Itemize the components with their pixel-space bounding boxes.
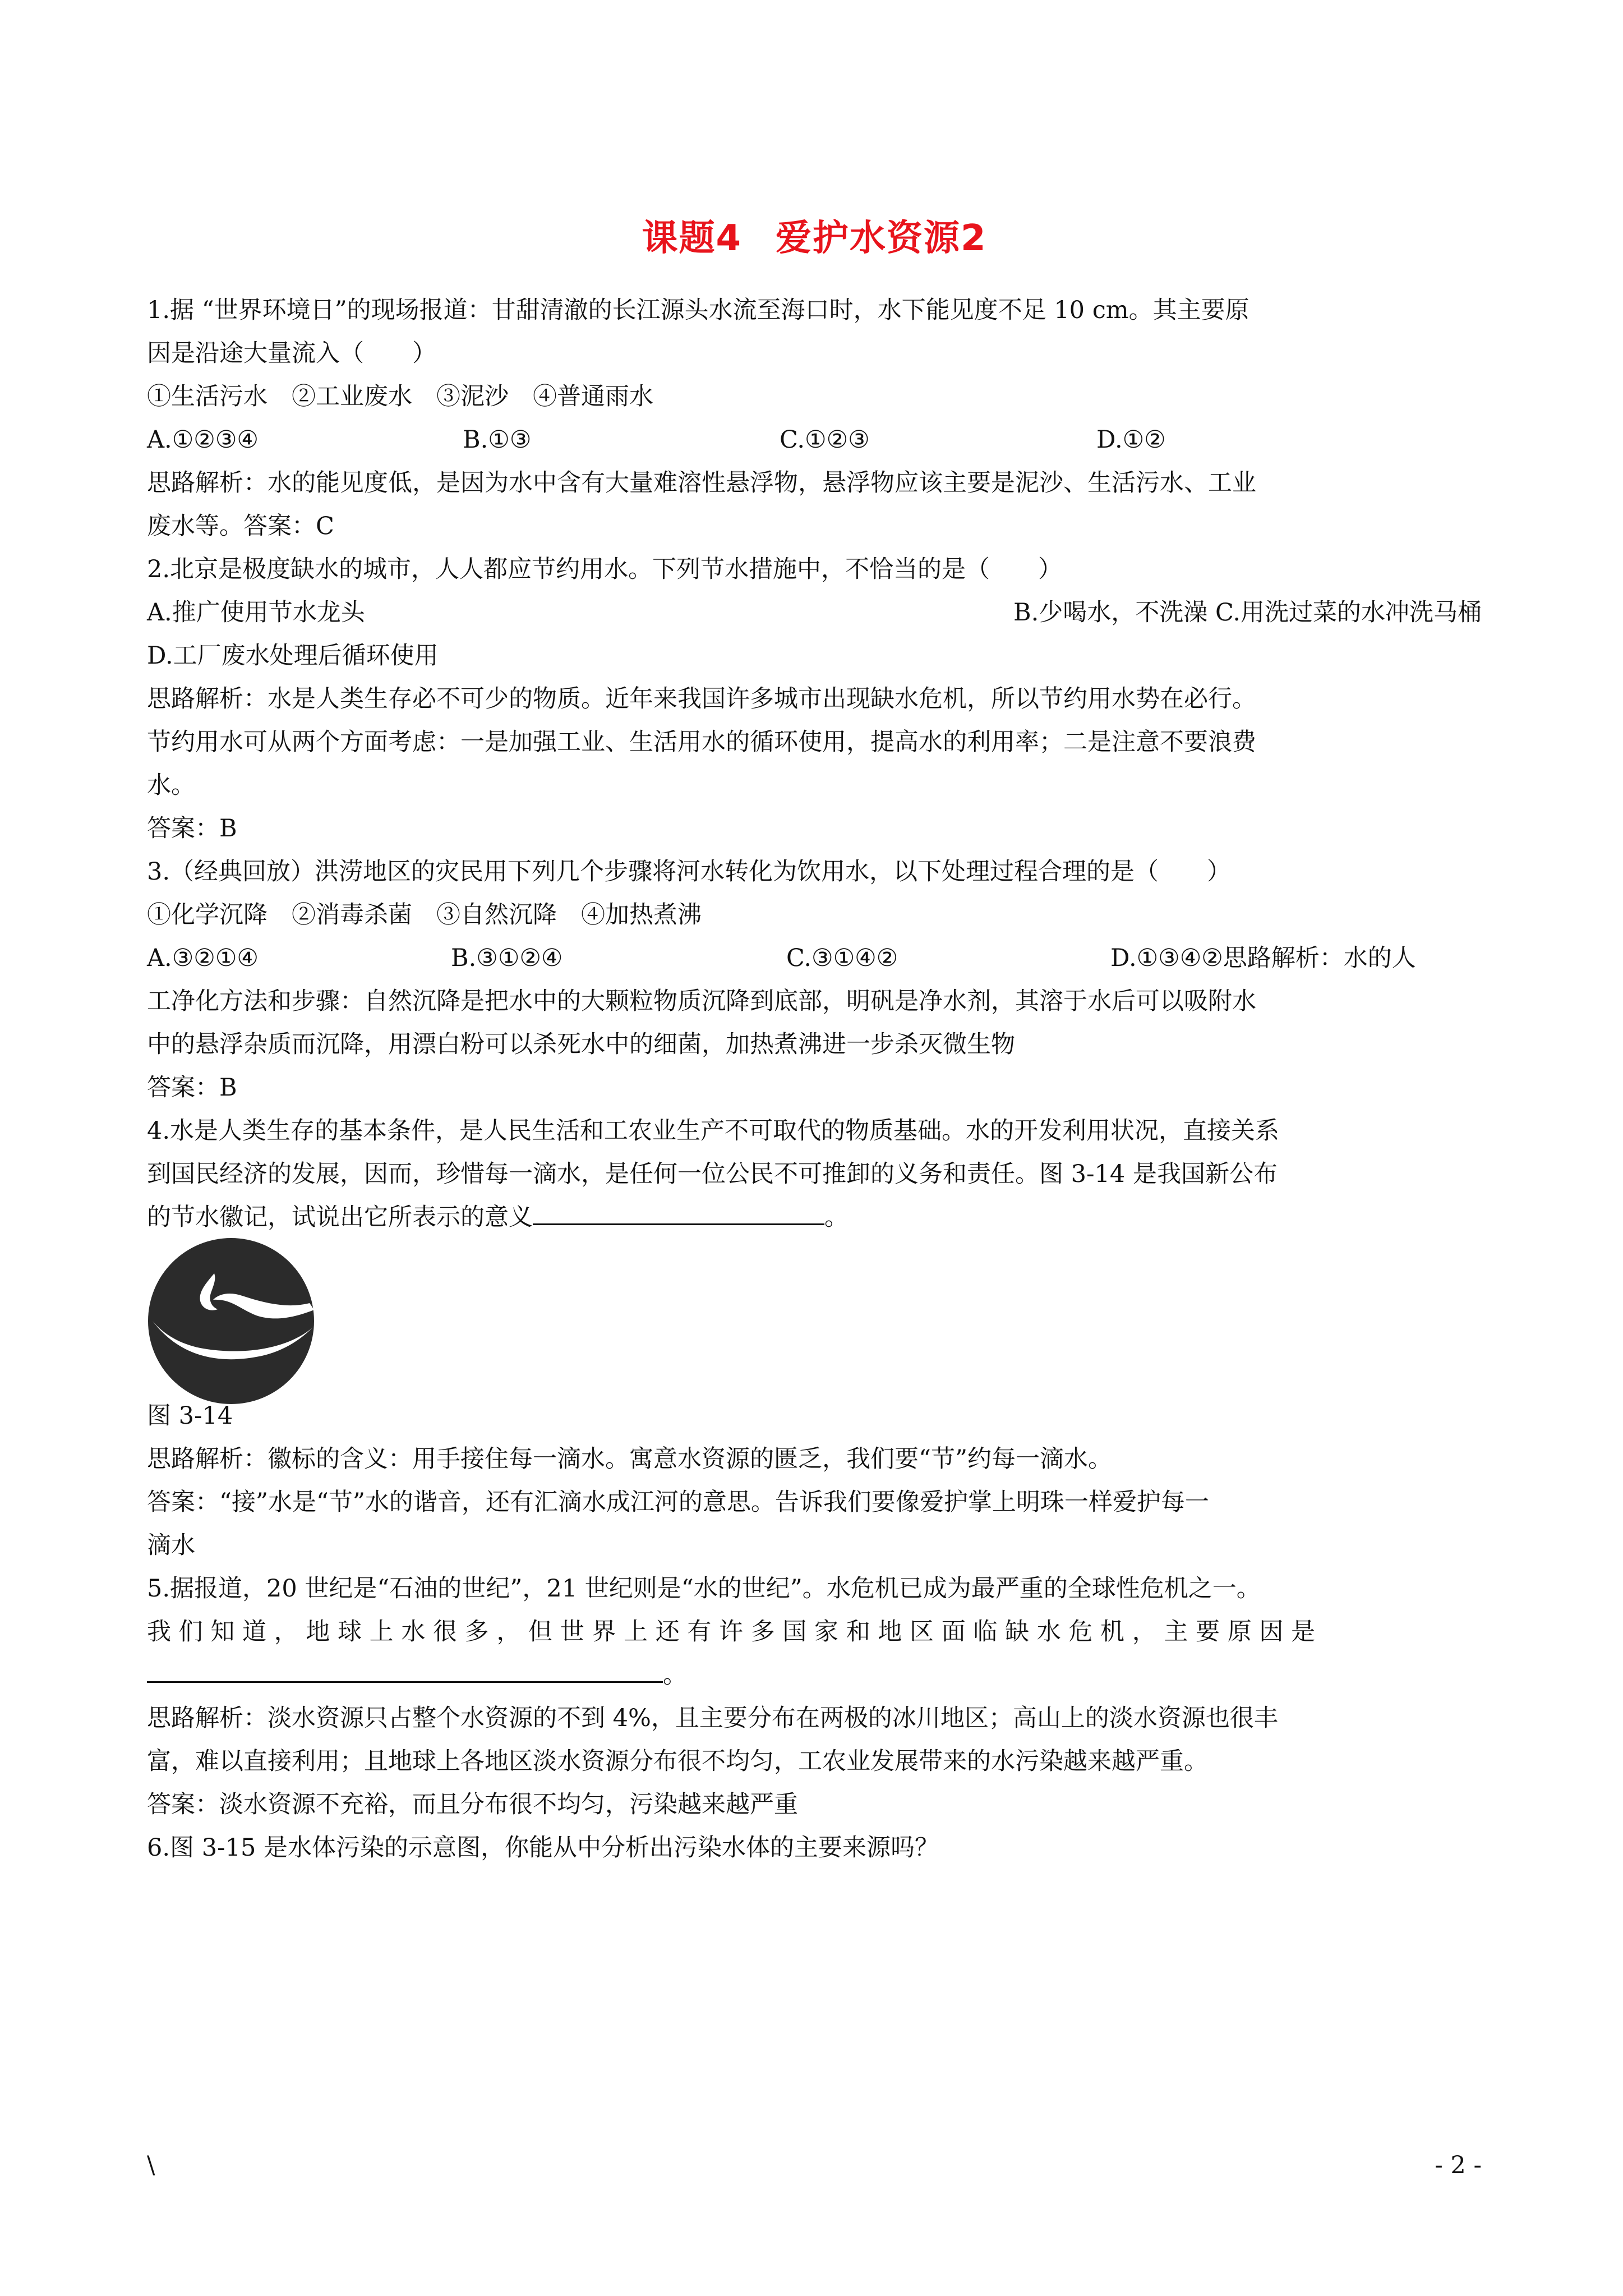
q1-option-a: A.①②③④ (147, 426, 259, 454)
q4-answer-blank[interactable] (533, 1201, 824, 1225)
q5-answer-blank[interactable] (147, 1659, 663, 1683)
q5-stem-end: 。 (663, 1661, 687, 1689)
q2-option-d: D.工厂废水处理后循环使用 (147, 642, 439, 670)
q1-options (147, 418, 1482, 462)
q5-analysis-line-1: 思路解析：淡水资源只占整个水资源的不到 4%，且主要分布在两极的冰川地区；高山上的淡水资源也很丰 (147, 1704, 1278, 1732)
q5-analysis-line-2: 富，难以直接利用；且地球上各地区淡水资源分布很不均匀，工农业发展带来的水污染越来越严重。 (147, 1747, 1208, 1775)
q3-analysis-line-2: 工净化方法和步骤：自然沉降是把水中的大颗粒物质沉降到底部，明矾是净水剂，其溶于水后可以吸附水 (147, 987, 1256, 1015)
q3-option-b: B.③①②④ (451, 944, 563, 972)
q4-stem-line-2: 到国民经济的发展，因而，珍惜每一滴水，是任何一位公民不可推卸的义务和责任。图 3-14 是我国新公布 (147, 1160, 1278, 1188)
q4-analysis: 思路解析：徽标的含义：用手接住每一滴水。寓意水资源的匮乏，我们要“节”约每一滴水。 (147, 1445, 1112, 1473)
emblem-disc (148, 1238, 314, 1404)
q4-stem-text: 的节水徽记，试说出它所表示的意义 (147, 1203, 533, 1231)
page-title (147, 213, 1482, 264)
title-main: 课题4 (642, 218, 742, 259)
q3-option-d: D.①③④②思路解析：水的人 (1110, 944, 1416, 972)
q1-analysis-line-2: 废水等。答案：C (147, 512, 334, 540)
q2-analysis-line-3: 水。 (147, 771, 195, 799)
q2-option-a: A.推广使用节水龙头 (147, 599, 365, 627)
q3-options (147, 937, 1482, 980)
q5-answer: 答案：淡水资源不充裕，而且分布很不均匀，污染越来越严重 (147, 1791, 798, 1819)
q2-stem: 2.北京是极度缺水的城市，人人都应节约用水。下列节水措施中，不恰当的是（ ） (147, 555, 1063, 583)
q3-option-a: A.③②①④ (147, 944, 259, 972)
q3-answer: 答案：B (147, 1074, 237, 1102)
q4-figure-caption: 图 3-14 (147, 1402, 233, 1430)
q4-answer-line-2: 滴水 (147, 1531, 195, 1559)
q1-stem-line-2: 因是沿途大量流入（ ） (147, 339, 436, 367)
q5-stem-line-2: 我 们 知 道 ， 地 球 上 水 很 多 ， 但 世 界 上 还 有 许 多 国 家 和 地 区 面 临 缺 水 危 机 ， 主 要 原 因 是 (147, 1618, 1316, 1646)
q2-analysis-line-2: 节约用水可从两个方面考虑：一是加强工业、生活用水的循环使用，提高水的利用率；二是注意不要浪费 (147, 728, 1256, 756)
q4-stem-line-3 (147, 1196, 849, 1239)
q3-items: ①化学沉降 ②消毒杀菌 ③自然沉降 ④加热煮沸 (147, 901, 702, 929)
footer-left-mark: \ (147, 2151, 155, 2179)
q2-analysis-line-1: 思路解析：水是人类生存必不可少的物质。近年来我国许多城市出现缺水危机，所以节约用水势在必行。 (147, 685, 1256, 713)
q1-option-d: D.①② (1096, 426, 1166, 454)
water-saving-emblem-icon (147, 1237, 315, 1405)
q2-answer: 答案：B (147, 815, 237, 843)
q1-option-c: C.①②③ (780, 426, 870, 454)
q6-stem: 6.图 3-15 是水体污染的示意图，你能从中分析出污染水体的主要来源吗？ (147, 1834, 939, 1862)
q2-option-bc: B.少喝水，不洗澡 C.用洗过菜的水冲洗马桶 (1013, 599, 1482, 627)
q3-option-c: C.③①④② (786, 944, 898, 972)
q4-stem-end: 。 (824, 1203, 849, 1231)
q4-stem-line-1: 4.水是人类生存的基本条件，是人民生活和工农业生产不可取代的物质基础。水的开发利用状况，直接关系 (147, 1117, 1280, 1145)
q1-option-b: B.①③ (463, 426, 532, 454)
q1-items: ①生活污水 ②工业废水 ③泥沙 ④普通雨水 (147, 383, 653, 411)
q3-stem: 3.（经典回放）洪涝地区的灾民用下列几个步骤将河水转化为饮用水，以下处理过程合理的是（ ） (147, 858, 1232, 886)
q5-stem-line-1: 5.据报道，20 世纪是“石油的世纪”，21 世纪则是“水的世纪”。水危机已成为最严重的全球性危机之一。 (147, 1575, 1261, 1603)
q4-answer-line-1: 答案：“接”水是“节”水的谐音，还有汇滴水成江河的意思。告诉我们要像爱护掌上明珠一样爱护每一 (147, 1488, 1209, 1516)
q1-stem-line-1: 1.据 “世界环境日”的现场报道：甘甜清澈的长江源头水流至海口时，水下能见度不足 10 cm。其主要原 (147, 296, 1249, 324)
q5-stem-line-3 (147, 1654, 687, 1697)
q1-analysis-line-1: 思路解析：水的能见度低，是因为水中含有大量难溶性悬浮物，悬浮物应该主要是泥沙、生活污水、工业 (147, 469, 1256, 497)
title-sub: 爱护水资源2 (776, 218, 987, 259)
q2-options-row (147, 591, 1482, 634)
footer-page-number: - 2 - (1435, 2151, 1482, 2179)
q3-analysis-line-3: 中的悬浮杂质而沉降，用漂白粉可以杀死水中的细菌，加热煮沸进一步杀灭微生物 (147, 1030, 1015, 1059)
